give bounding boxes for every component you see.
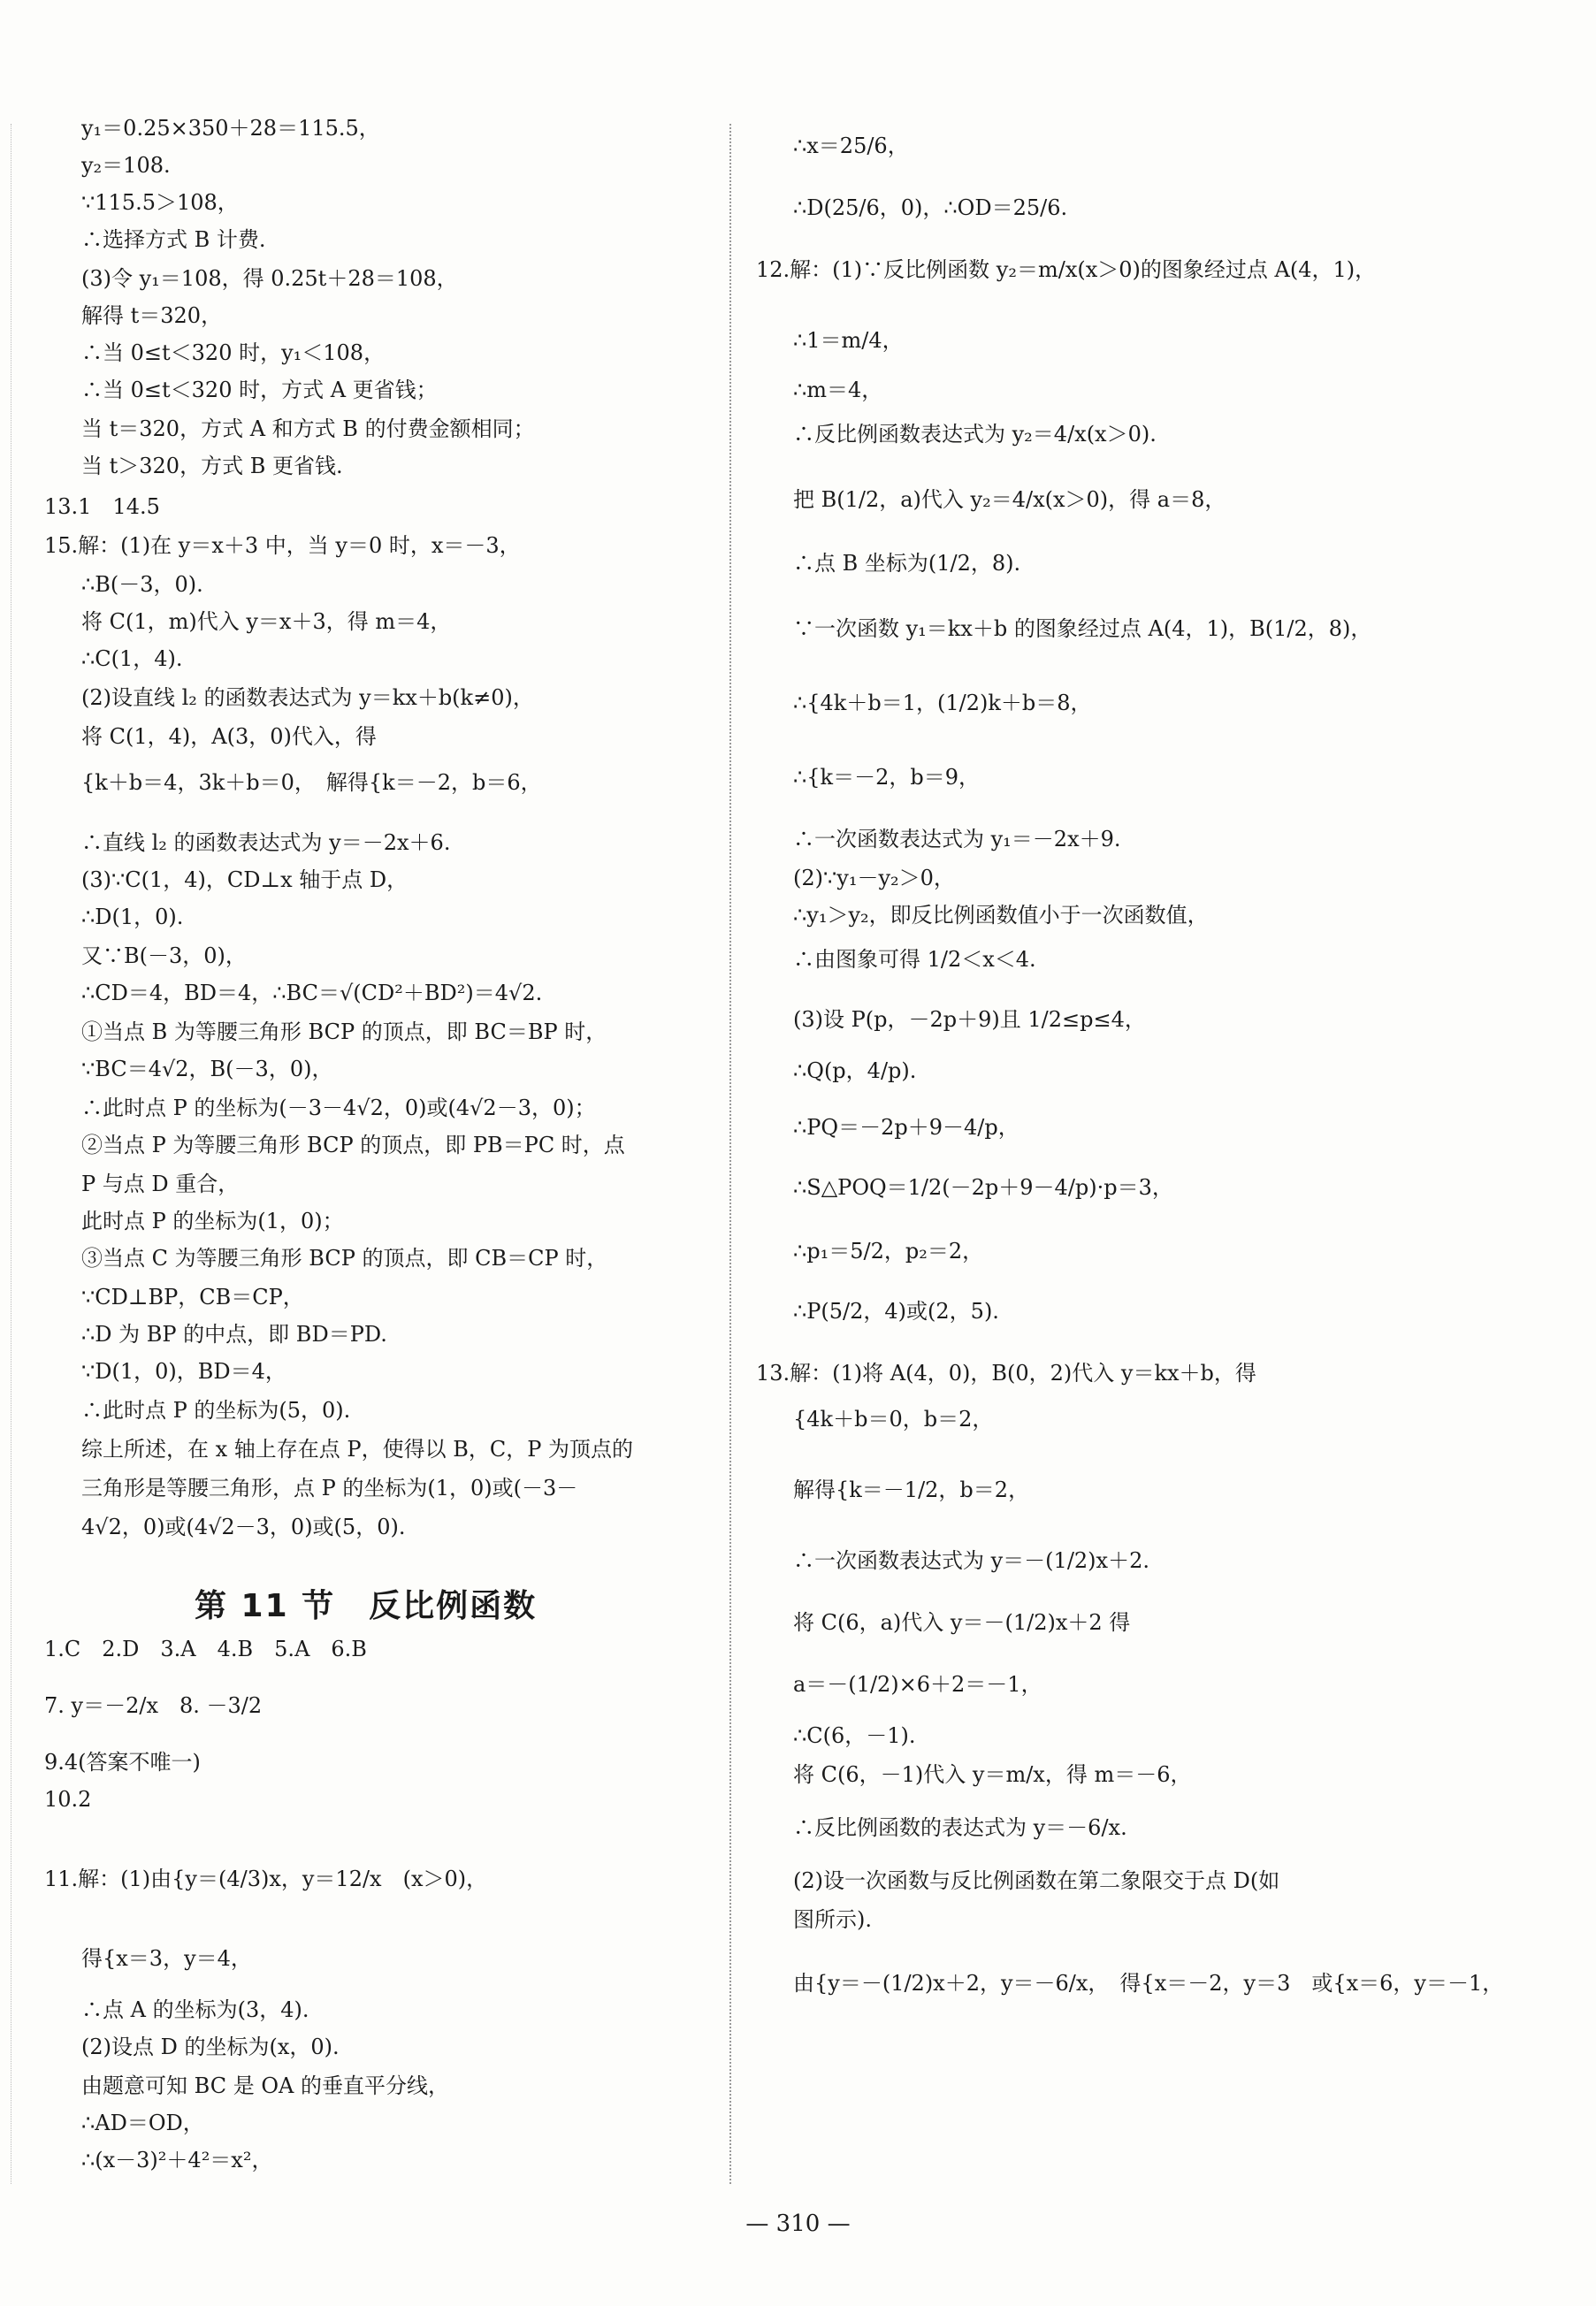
text-line: ∴D(25/6，0)，∴OD＝25/6.	[793, 195, 1068, 220]
text-line: 12.解：(1)∵反比例函数 y₂＝m/x(x＞0)的图象经过点 A(4，1)，	[756, 257, 1377, 282]
text-line: ∴P(5/2，4)或(2，5).	[793, 1299, 999, 1324]
text-line: ∴选择方式 B 计费.	[81, 227, 266, 252]
text-line: 把 B(1/2，a)代入 y₂＝4/x(x＞0)，得 a＝8，	[793, 487, 1226, 512]
text-line: {k＋b＝4，3k＋b＝0， 解得{k＝－2，b＝6，	[81, 770, 542, 795]
text-line: (2)设点 D 的坐标为(x，0).	[81, 2035, 340, 2059]
text-line: 得{x＝3，y＝4，	[81, 1946, 252, 1971]
text-line: 又∵B(－3，0)，	[81, 943, 247, 968]
text-line: ∴{k＝－2，b＝9，	[793, 765, 980, 790]
text-line: ∴C(6，－1).	[793, 1723, 916, 1748]
text-line: (3)令 y₁＝108，得 0.25t＋28＝108，	[81, 266, 458, 291]
text-line: ∵一次函数 y₁＝kx＋b 的图象经过点 A(4，1)，B(1/2，8)，	[793, 616, 1372, 641]
text-line: ∴{4k＋b＝1，(1/2)k＋b＝8，	[793, 691, 1092, 715]
text-line: y₁＝0.25×350＋28＝115.5，	[81, 116, 380, 141]
text-line: ∴一次函数表达式为 y₁＝－2x＋9.	[793, 827, 1121, 851]
text-line: {4k＋b＝0，b＝2，	[793, 1407, 994, 1432]
section-title: 第 11 节 反比例函数	[195, 1588, 538, 1624]
text-line: (3)∵C(1，4)，CD⊥x 轴于点 D，	[81, 867, 409, 892]
text-line: ∴当 0≤t＜320 时，方式 A 更省钱；	[81, 378, 438, 402]
text-line: ∴PQ＝－2p＋9－4/p，	[793, 1115, 1019, 1140]
text-line: (3)设 P(p，－2p＋9)且 1/2≤p≤4，	[793, 1007, 1146, 1032]
text-line: 7. y＝－2/x 8. －3/2	[44, 1693, 263, 1718]
text-line: ∴点 B 坐标为(1/2，8).	[793, 551, 1021, 576]
text-line: 由题意可知 BC 是 OA 的垂直平分线，	[81, 2073, 449, 2098]
text-line: ∴(x－3)²＋4²＝x²，	[81, 2148, 273, 2172]
text-line: 综上所述，在 x 轴上存在点 P，使得以 B，C，P 为顶点的	[81, 1437, 633, 1462]
text-line: ①当点 B 为等腰三角形 BCP 的顶点，即 BC＝BP 时，	[81, 1019, 607, 1044]
text-line: ∴点 A 的坐标为(3，4).	[81, 1997, 309, 2022]
text-line: ③当点 C 为等腰三角形 BCP 的顶点，即 CB＝CP 时，	[81, 1246, 608, 1271]
text-line: ②当点 P 为等腰三角形 BCP 的顶点，即 PB＝PC 时，点	[81, 1133, 625, 1157]
text-line: 4√2，0)或(4√2－3，0)或(5，0).	[81, 1515, 406, 1539]
text-line: (2)∵y₁－y₂＞0，	[793, 866, 955, 890]
text-line: 10.2	[44, 1787, 92, 1812]
text-line: ∴S△POQ＝1/2(－2p＋9－4/p)·p＝3，	[793, 1175, 1173, 1200]
text-line: ∴AD＝OD，	[81, 2111, 204, 2135]
text-line: 13.解：(1)将 A(4，0)，B(0，2)代入 y＝kx＋b，得	[756, 1361, 1256, 1386]
text-line: ∴反比例函数的表达式为 y＝－6/x.	[793, 1815, 1127, 1840]
text-line: ∴一次函数表达式为 y＝－(1/2)x＋2.	[793, 1548, 1149, 1573]
text-line: ∵115.5＞108，	[81, 190, 239, 215]
text-line: ∴此时点 P 的坐标为(－3－4√2，0)或(4√2－3，0)；	[81, 1096, 596, 1120]
text-line: 9.4(答案不唯一)	[44, 1750, 201, 1775]
text-line: ∴x＝25/6，	[793, 134, 909, 158]
text-line: ∴C(1，4).	[81, 646, 183, 671]
text-line: 将 C(6，a)代入 y＝－(1/2)x＋2 得	[793, 1610, 1131, 1635]
text-line: 当 t＞320，方式 B 更省钱.	[81, 454, 343, 478]
text-line: y₂＝108.	[81, 153, 171, 178]
text-line: a＝－(1/2)×6＋2＝－1，	[793, 1672, 1042, 1697]
text-line: (2)设一次函数与反比例函数在第二象限交于点 D(如	[793, 1868, 1280, 1893]
text-line: 解得{k＝－1/2，b＝2，	[793, 1478, 1030, 1502]
text-line: ∴当 0≤t＜320 时，y₁＜108，	[81, 340, 386, 365]
text-line: ∴直线 l₂ 的函数表达式为 y＝－2x＋6.	[81, 830, 451, 855]
text-line: 当 t＝320，方式 A 和方式 B 的付费金额相同；	[81, 416, 535, 441]
text-line: ∴此时点 P 的坐标为(5，0).	[81, 1398, 351, 1423]
text-line: ∴p₁＝5/2，p₂＝2，	[793, 1239, 984, 1264]
text-line: 13.1 14.5	[44, 494, 160, 519]
text-line: (2)设直线 l₂ 的函数表达式为 y＝kx＋b(k≠0)，	[81, 685, 534, 710]
text-line: 将 C(6，－1)代入 y＝m/x，得 m＝－6，	[793, 1762, 1192, 1787]
text-line: ∴CD＝4，BD＝4，∴BC＝√(CD²＋BD²)＝4√2.	[81, 981, 543, 1005]
text-line: 1.C 2.D 3.A 4.B 5.A 6.B	[44, 1637, 367, 1661]
text-line: 解得 t＝320，	[81, 303, 223, 328]
text-line: ∴1＝m/4，	[793, 328, 904, 353]
text-line: ∴y₁＞y₂，即反比例函数值小于一次函数值，	[793, 903, 1209, 928]
text-line: P 与点 D 重合，	[81, 1172, 240, 1196]
text-line: ∴D(1，0).	[81, 905, 184, 929]
text-line: ∴B(－3，0).	[81, 572, 203, 597]
text-line: ∵D(1，0)，BD＝4，	[81, 1359, 286, 1384]
text-line: 此时点 P 的坐标为(1，0)；	[81, 1209, 344, 1233]
text-line: 将 C(1，4)，A(3，0)代入，得	[81, 724, 377, 749]
text-line: 11.解：(1)由{y＝(4/3)x，y＝12/x (x＞0)，	[44, 1867, 488, 1891]
text-line: 图所示).	[793, 1907, 872, 1932]
text-line: 15.解：(1)在 y＝x＋3 中，当 y＝0 时，x＝－3，	[44, 533, 521, 558]
text-line: 三角形是等腰三角形，点 P 的坐标为(1，0)或(－3－	[81, 1476, 578, 1500]
column-divider	[729, 124, 731, 2184]
page-number: — 310 —	[745, 2211, 851, 2237]
text-line: ∵CD⊥BP，CB＝CP，	[81, 1285, 304, 1310]
text-line: 将 C(1，m)代入 y＝x＋3，得 m＝4，	[81, 609, 452, 634]
text-line: ∴D 为 BP 的中点，即 BD＝PD.	[81, 1322, 387, 1347]
text-line: ∴由图象可得 1/2＜x＜4.	[793, 947, 1036, 972]
text-line: ∵BC＝4√2，B(－3，0)，	[81, 1057, 333, 1081]
text-line: ∴Q(p，4/p).	[793, 1058, 917, 1083]
text-line: 由{y＝－(1/2)x＋2，y＝－6/x， 得{x＝－2，y＝3 或{x＝6，y＝－1，	[793, 1971, 1504, 1996]
text-line: ∴反比例函数表达式为 y₂＝4/x(x＞0).	[793, 422, 1157, 447]
text-line: ∴m＝4，	[793, 378, 883, 402]
